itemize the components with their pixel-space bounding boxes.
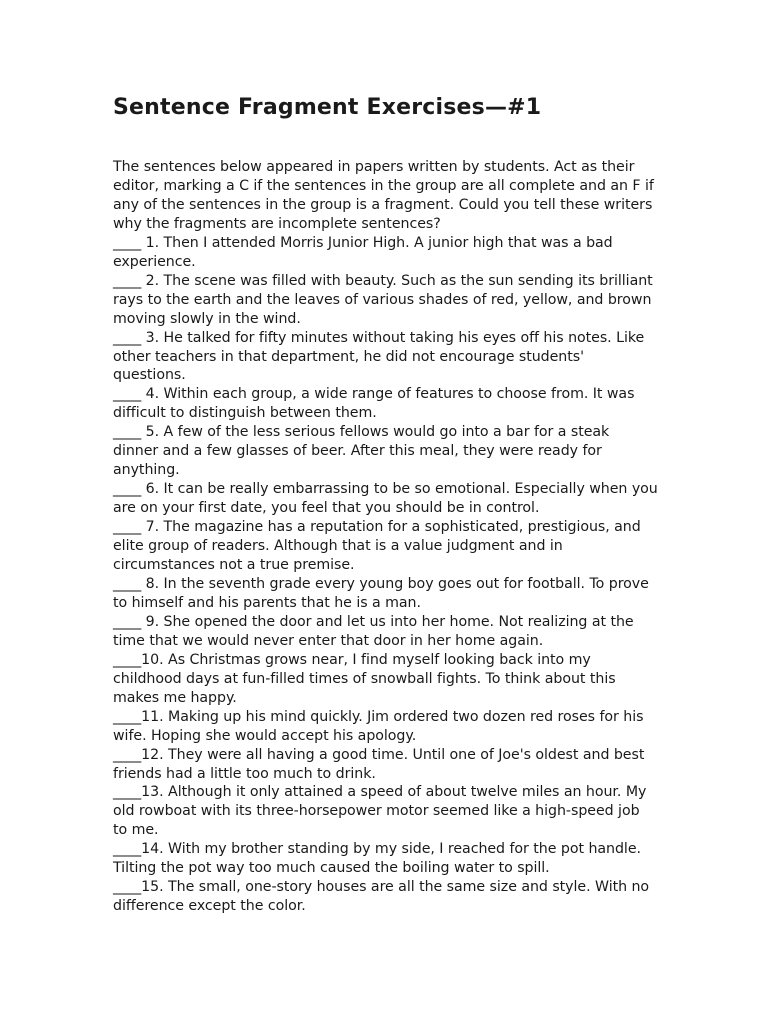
document-title: Sentence Fragment Exercises—#1 xyxy=(113,95,542,120)
document-page xyxy=(113,93,658,916)
exercise-item-4: ____ 4. Within each group, a wide range of features to choose from. It was difficult to distinguish between them. xyxy=(113,386,635,422)
exercise-item-1: ____ 1. Then I attended Morris Junior High. A junior high that was a bad experience. xyxy=(113,234,613,270)
exercise-item-6: ____ 6. It can be really embarrassing to be so emotional. Especially when you are on your first date, you feel that you should be in control. xyxy=(113,481,658,517)
exercise-item-9: ____ 9. She opened the door and let us into her home. Not realizing at the time that we would never enter that door in her home again. xyxy=(113,613,634,649)
exercise-item-10: ____10. As Christmas grows near, I find myself looking back into my childhood days at fun-filled times of snowball fights. To think about this makes me happy. xyxy=(113,651,616,706)
exercise-item-14: ____14. With my brother standing by my side, I reached for the pot handle. Tilting the pot way too much caused the boiling water to spill. xyxy=(113,841,641,877)
exercise-item-11: ____11. Making up his mind quickly. Jim ordered two dozen red roses for his wife. Hoping she would accept his apology. xyxy=(113,708,644,744)
exercise-item-13: ____13. Although it only attained a speed of about twelve miles an hour. My old rowboat with its three-horsepower motor seemed like a high-speed job to me. xyxy=(113,784,647,839)
exercise-item-12: ____12. They were all having a good time. Until one of Joe's oldest and best friends had a little too much to drink. xyxy=(113,746,645,782)
intro-paragraph: The sentences below appeared in papers written by students. Act as their editor, marking a C if the sentences in the group are all complete and an F if any of the sentences in the group is a fragment. Could you tell these writers why the fragments are incomplete sentences? xyxy=(113,159,654,232)
exercise-item-2: ____ 2. The scene was filled with beauty. Such as the sun sending its brilliant rays to the earth and the leaves of various shades of red, yellow, and brown moving slowly in the wind. xyxy=(113,272,653,327)
document-body xyxy=(113,158,658,916)
exercise-item-15: ____15. The small, one-story houses are all the same size and style. With no difference except the color. xyxy=(113,879,650,915)
exercise-item-7: ____ 7. The magazine has a reputation for a sophisticated, prestigious, and elite group of readers. Although that is a value judgment and in circumstances not a true premise. xyxy=(113,519,641,574)
exercise-item-3: ____ 3. He talked for fifty minutes without taking his eyes off his notes. Like other teachers in that department, he did not encourage students' questions. xyxy=(113,329,645,384)
exercise-item-8: ____ 8. In the seventh grade every young boy goes out for football. To prove to himself and his parents that he is a man. xyxy=(113,575,649,611)
exercise-item-5: ____ 5. A few of the less serious fellows would go into a bar for a steak dinner and a few glasses of beer. After this meal, they were ready for anything. xyxy=(113,424,610,479)
